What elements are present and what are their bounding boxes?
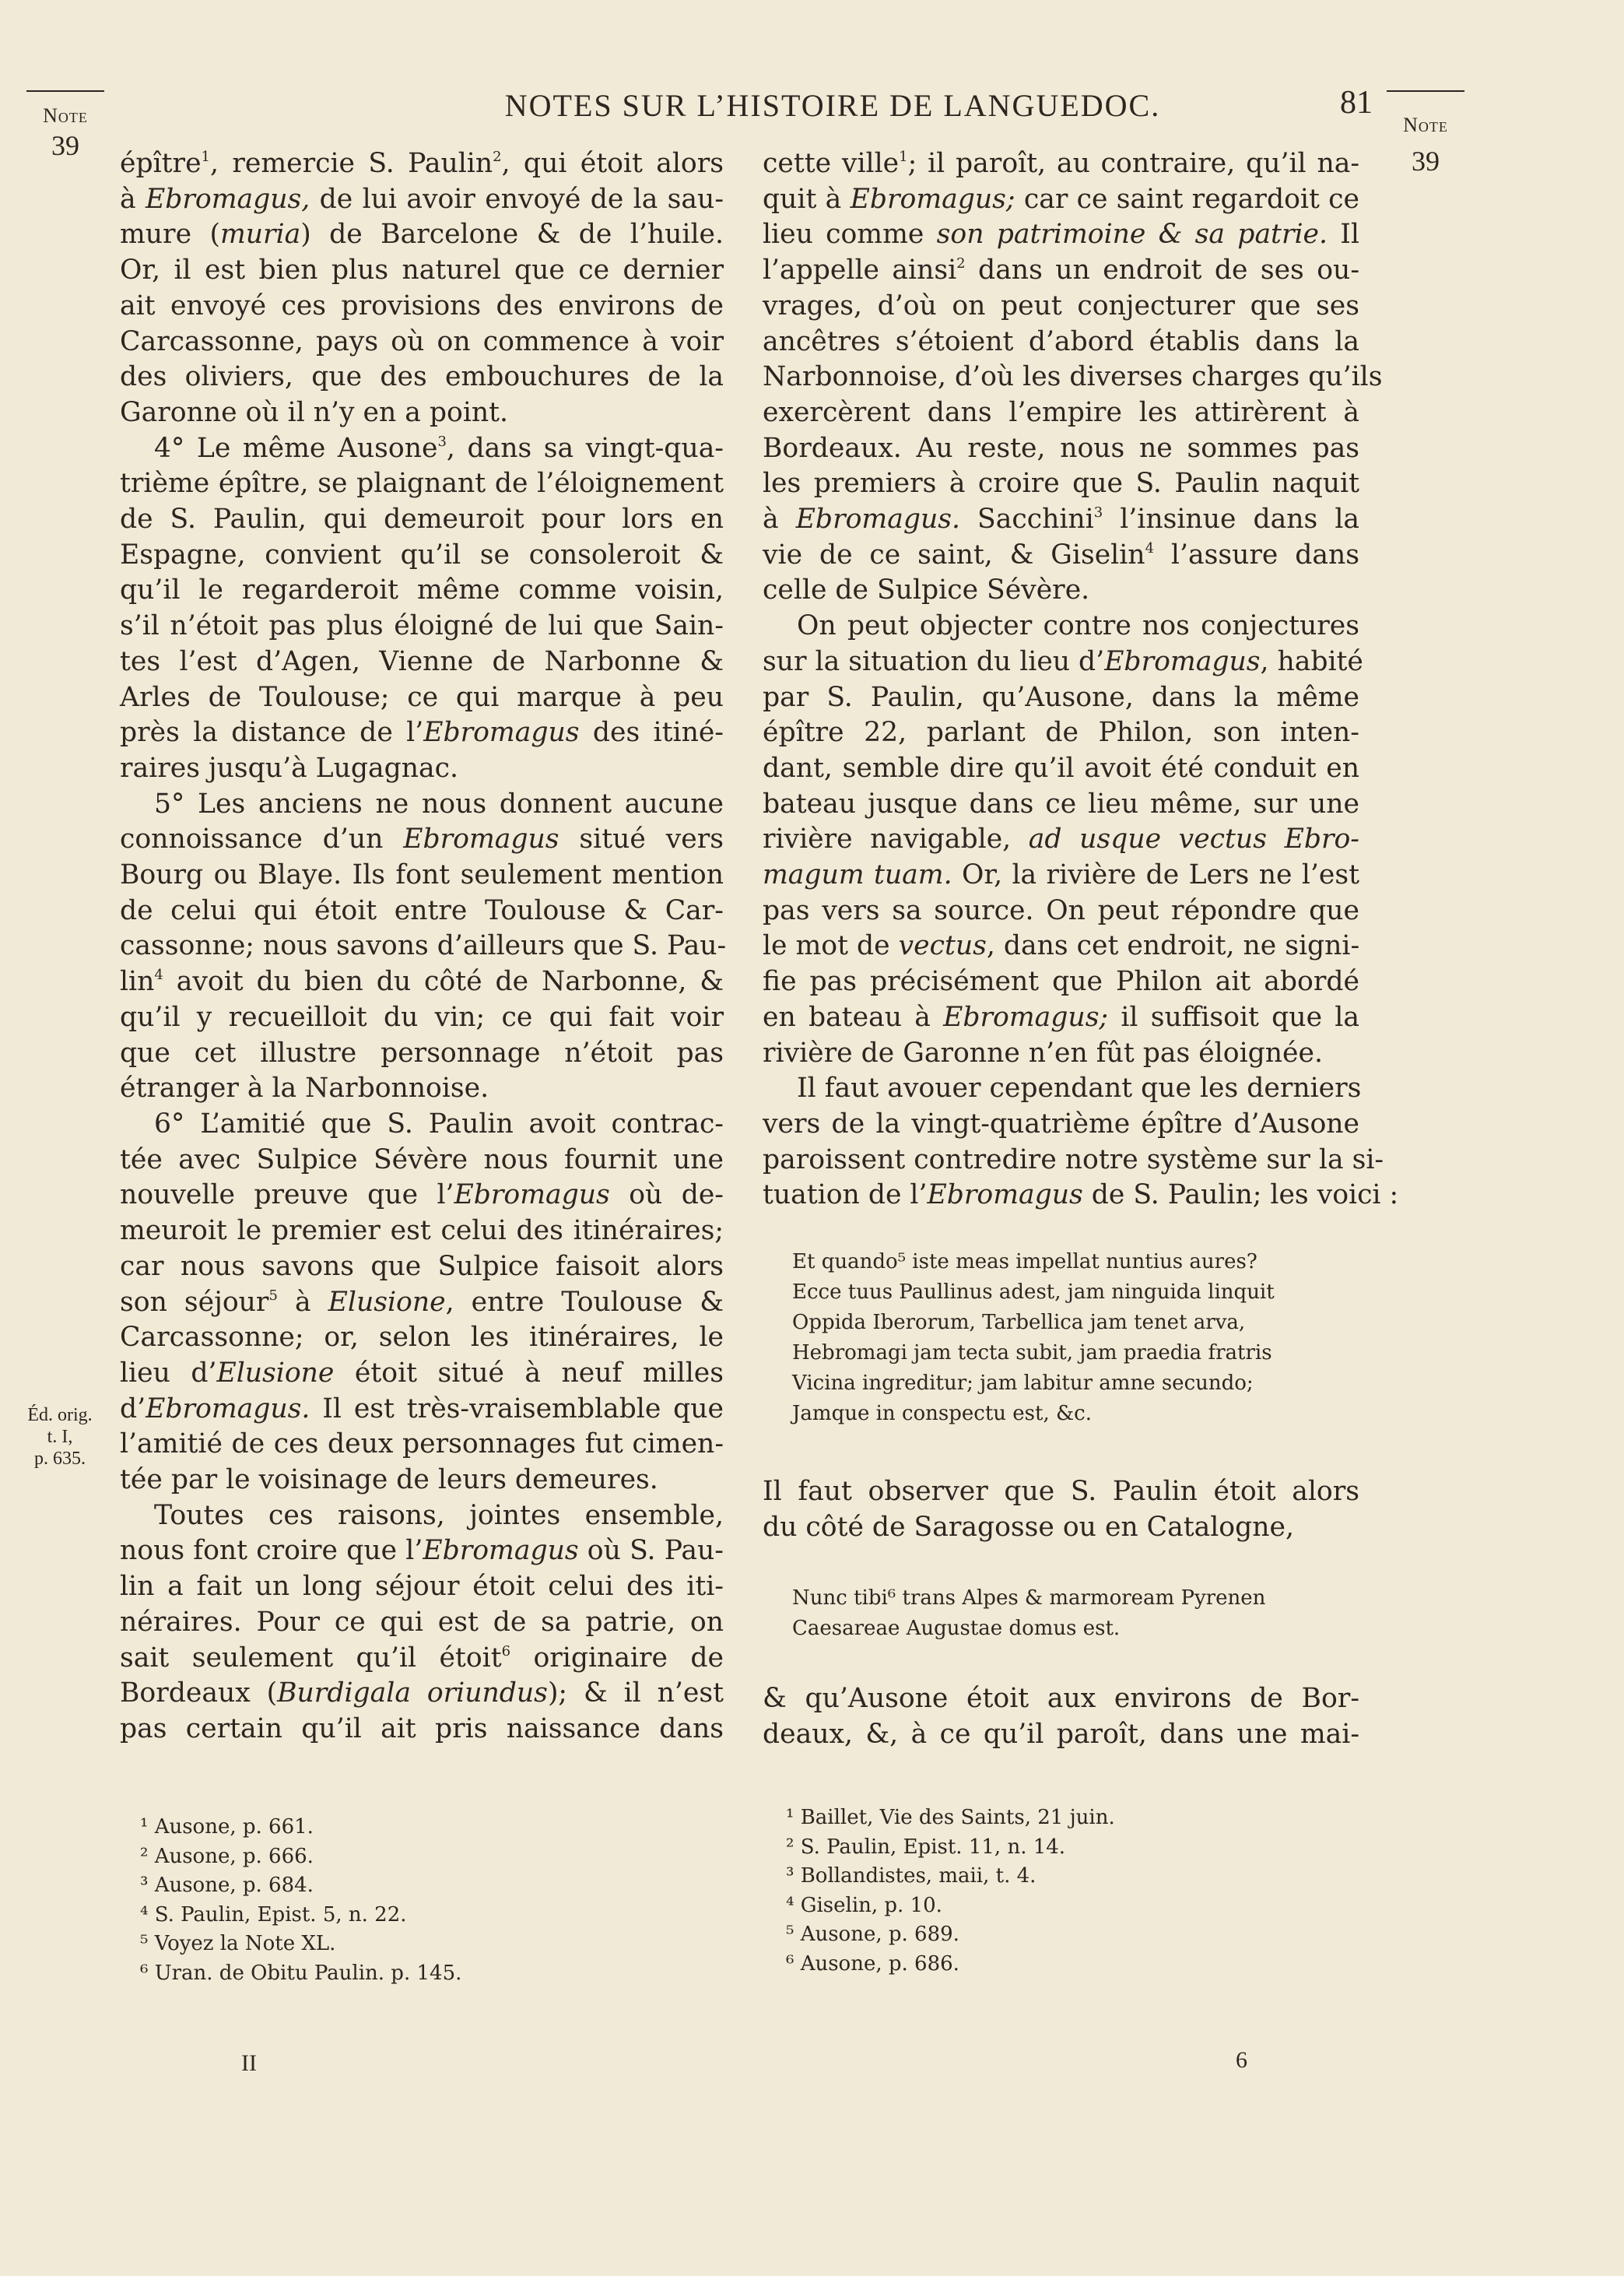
edition-margin-line: p. 635. (34, 1449, 86, 1469)
edition-margin-line: t. I, (47, 1427, 73, 1447)
left-margin-rule (26, 90, 104, 92)
left-note-number: 39 (51, 130, 79, 161)
verse-line: Nunc tibi⁶ trans Alpes & marmoream Pyrenen (792, 1586, 1266, 1610)
verse-line: Caesareae Augustae domus est. (792, 1617, 1121, 1640)
running-header: NOTES SUR L’HISTOIRE DE LANGUEDOC. (504, 88, 1161, 123)
right-note-number: 39 (1412, 146, 1440, 177)
footnotes-right (786, 1804, 1268, 1979)
footnote: ³ Bollandistes, maii, t. 4. (786, 1864, 1036, 1888)
edition-margin-note (17, 1404, 103, 1470)
footnote: ¹ Baillet, Vie des Saints, 21 juin. (786, 1806, 1115, 1829)
verse-line: Et quando⁵ iste meas impellat nuntius aures? (792, 1250, 1257, 1273)
footnote: ⁶ Uran. de Obitu Paulin. p. 145. (140, 1961, 462, 1985)
verse-line: Jamque in conspectu est, &c. (792, 1402, 1092, 1425)
footnote: ⁴ Giselin, p. 10. (786, 1893, 942, 1917)
right-margin-rule (1387, 90, 1464, 92)
verse-line: Ecce tuus Paullinus adest, jam ninguida linquit (792, 1280, 1275, 1304)
page-number: 81 (1340, 85, 1373, 121)
signature-left: II (241, 2050, 257, 2076)
footnote: ⁴ S. Paulin, Epist. 5, n. 22. (140, 1902, 407, 1927)
right-note-label: Note (1403, 114, 1448, 136)
verse-line: Oppida Iberorum, Tarbellica jam tenet arva, (792, 1311, 1246, 1334)
verse-quotation-1 (792, 1247, 1352, 1429)
footnote: ⁶ Ausone, p. 686. (786, 1951, 959, 1976)
right-column-text-3: & qu’Ausone étoit aux environs de Bor- deaux, &, à ce qu’il paroît, dans une mai- (763, 1683, 1359, 1750)
footnote: ¹ Ausone, p. 661. (140, 1815, 314, 1839)
right-column-text: cette ville$^1$; il paroît, au contraire, qu’il na- quit à Ebromagus; car ce saint regardoit ce lieu comme son patrimoine & sa patrie. Il l’appelle ainsi$^2$ dans un endroit de ses ou- vrages, d’où on peut conjecturer que ses ancêtres s’étoient d’abord établis dans la Narbonnoise, d’où les diverses charges qu’ils exercèrent dans l’empire les attirèrent à Bordeaux. Au reste, nous ne sommes pas les premiers à croire que S. Paulin naquit à Ebromagus. Sacchini$^3$ l’insinue dans la vie de ce saint, & Giselin$^4$ l’assure dans celle de Sulpice Sévère. On peut objecter contre nos conjectures sur la situation du lieu d’Ebromagus, habité par S. Paulin, qu’Ausone, dans la même épître 22, parlant de Philon, son inten- dant, semble dire qu’il avoit été conduit en bateau jusque dans ce lieu même, sur une rivière navigable, ad usque vectus Ebro- magum tuam. Or, la rivière de Lers ne l’est pas vers sa source. On peut répondre que le mot de vectus, dans cet endroit, ne signi- fie pas précisément que Philon ait abordé en bateau à Ebromagus; il suffisoit que la rivière de Garonne n’en fût pas éloignée. Il faut avouer cependant que les derniers vers de la vingt-quatrième épître d’Ausone paroissent contredire notre système sur la si- tuation de l’Ebromagus de S. Paulin; les voici : (763, 148, 1399, 1211)
verse-line: Hebromagi jam tecta subit, jam praedia fratris (792, 1341, 1272, 1365)
left-note-label: Note (43, 104, 88, 127)
left-column-text: épître$^1$, remercie S. Paulin$^2$, qui étoit alors à Ebromagus, de lui avoir envoyé de la sau- mure (muria) de Barcelone & de l’huile. Or, il est bien plus naturel que ce dernier ait envoyé ces provisions des environs de Carcassonne, pays où on commence à voir des oliviers, que des embouchures de la Garonne où il n’y en a point. 4° Le même Ausone$^3$, dans sa vingt-qua- trième épître, se plaignant de l’éloignement de S. Paulin, qui demeuroit pour lors en Espagne, convient qu’il se consoleroit & qu’il le regarderoit même comme voisin, s’il n’étoit pas plus éloigné de lui que Sain- tes l’est d’Agen, Vienne de Narbonne & Arles de Toulouse; ce qui marque à peu près la distance de l’Ebromagus des itiné- raires jusqu’à Lugagnac. 5° Les anciens ne nous donnent aucune connoissance d’un Ebromagus situé vers Bourg ou Blaye. Ils font seulement mention de celui qui étoit entre Toulouse & Car- cassonne; nous savons d’ailleurs que S. Pau- lin$^4$ avoit du bien du côté de Narbonne, & qu’il y recueilloit du vin; ce qui fait voir que cet illustre personnage n’étoit pas étranger à la Narbonnoise. 6° L’amitié que S. Paulin avoit contrac- tée avec Sulpice Sévère nous fournit une nouvelle preuve que l’Ebromagus où de- meuroit le premier est celui des itinéraires; car nous savons que Sulpice faisoit alors son séjour$^5$ à Elusione, entre Toulouse & Carcassonne; or, selon les itinéraires, le lieu d’Elusione étoit situé à neuf milles d’Ebromagus. Il est très-vraisemblable que l’amitié de ces deux personnages fut cimen- tée par le voisinage de leurs demeures. Toutes ces raisons, jointes ensemble, nous font croire que l’Ebromagus où S. Pau- lin a fait un long séjour étoit celui des iti- néraires. Pour ce qui est de sa patrie, on sait seulement qu’il étoit$^6$ originaire de Bordeaux (Burdigala oriundus); & il n’est pas certain qu’il ait pris naissance dans (120, 148, 727, 1744)
footnote: ² S. Paulin, Epist. 11, n. 14. (786, 1835, 1066, 1859)
footnote: ³ Ausone, p. 684. (140, 1874, 314, 1897)
footnotes-left (140, 1813, 623, 1988)
footnote: ⁵ Ausone, p. 689. (786, 1923, 959, 1946)
right-column-text-2: Il faut observer que S. Paulin étoit alors du côté de Saragosse ou en Catalogne, (763, 1476, 1359, 1543)
edition-margin-line: Éd. orig. (27, 1405, 93, 1425)
verse-quotation-2 (792, 1583, 1352, 1644)
footnote: ² Ausone, p. 666. (140, 1844, 314, 1868)
signature-right: 6 (1236, 2047, 1247, 2073)
footnote: ⁵ Voyez la Note XL. (140, 1932, 336, 1955)
verse-line: Vicina ingreditur; jam labitur amne secundo; (792, 1372, 1254, 1395)
